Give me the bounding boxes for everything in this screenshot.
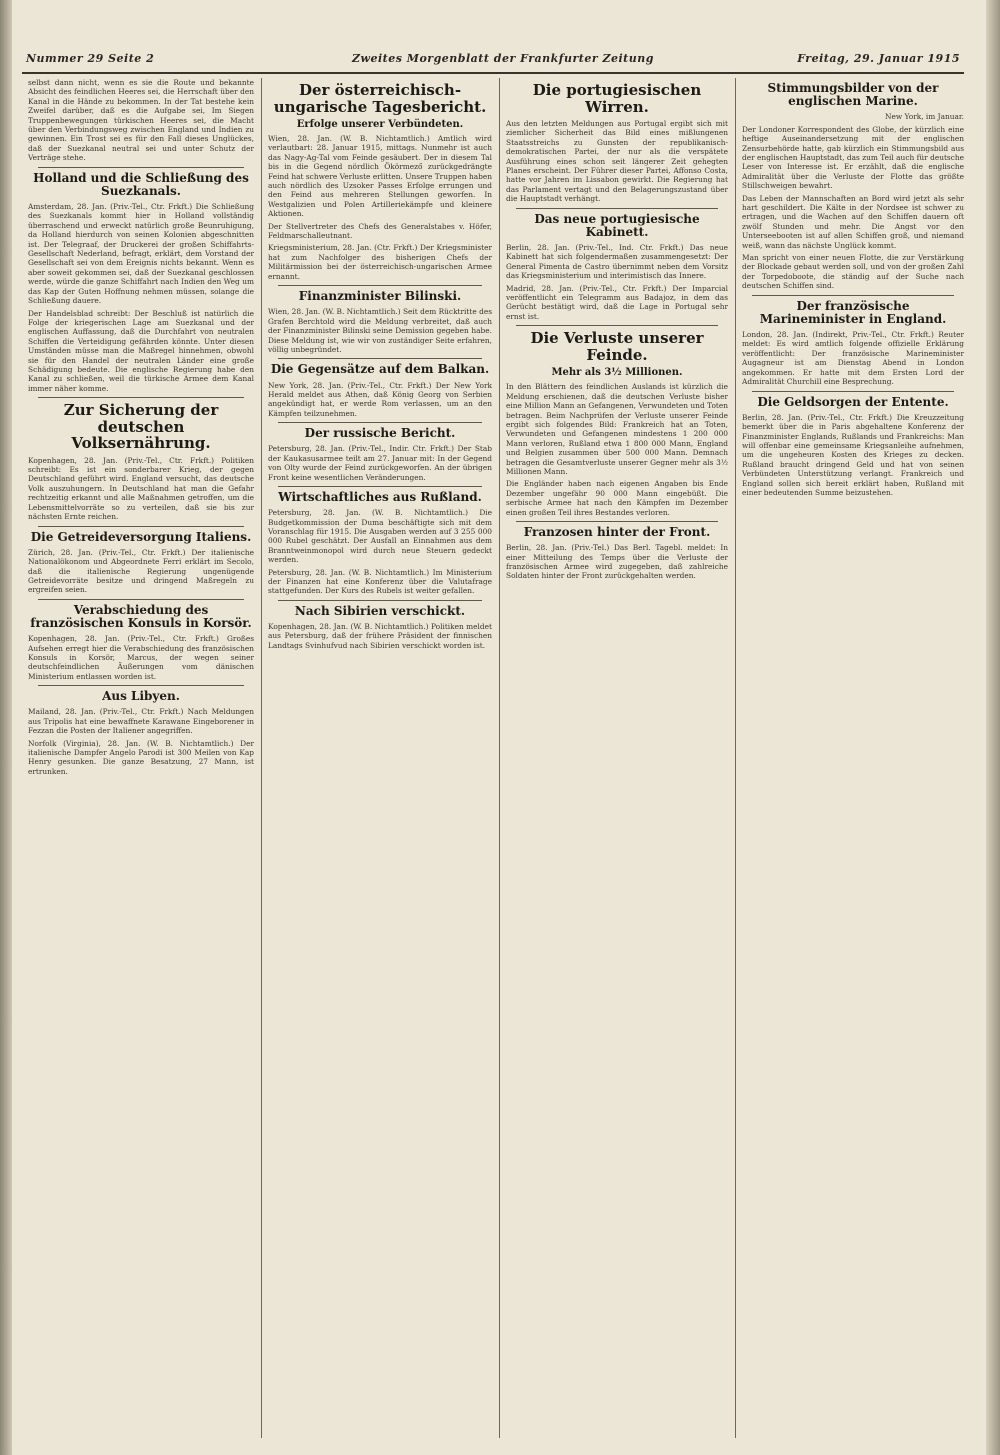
article-text: Kriegsministerium, 28. Jan. (Ctr. Frkft.) Der Kriegsminister hat zum Nachfolger des bisherigen Chefs der Militärmission bei der österreichisch-ungarischen Armee ernannt. [268, 243, 492, 281]
article-text: Petersburg, 28. Jan. (W. B. Nichtamtlich.) Im Ministerium der Finanzen hat eine Konferenz über die Valutafrage stattgefunden. Der Kurs des Rubels ist weiter gefallen. [268, 567, 492, 596]
divider [38, 397, 244, 398]
article-headline: Stimmungsbilder von der englischen Marine. [767, 81, 939, 109]
page-edge [986, 0, 1000, 1455]
article-text: Der Londoner Korrespondent des Globe, der kürzlich eine heftige Auseinandersetzung mit der englischen Zensurbehörde hatte, gab kürzlich ein Stimmungsbild aus der englischen Hauptstadt, das zum Teil auch für deutsche Leser von Interesse ist. Er erzählt, daß die englische Admiralität über die Verluste der Flotte das größte Stillschweigen bewahrt. [742, 124, 964, 191]
divider [752, 391, 954, 392]
issue-date: Freitag, 29. Januar 1915 [797, 52, 960, 65]
divider [752, 295, 954, 296]
article-text: Wien, 28. Jan. (W. B. Nichtamtlich.) Amtlich wird verlautbart: 28. Januar 1915, mittags. Nunmehr ist auch das Nagy-Ag-Tal vom Feinde gesäubert. Der in diesem Tal bis in die Gegend nördlich Ökörmező zurückgedrängte Feind hat schwere Verluste erlitten. Unsere Truppen haben auch nördlich des Uzsoker Passes Erfolge errungen und den Feind aus mehreren Stellungen geworfen. In Westgalizien und Polen Artilleriekämpfe und kleinere Aktionen. [268, 134, 492, 219]
article-signature: Der Stellvertreter des Chefs des Generalstabes v. Höfer, Feldmarschalleutnant. [268, 221, 492, 241]
column-3 [506, 78, 728, 1438]
article-text: Aus den letzten Meldungen aus Portugal ergibt sich mit ziemlicher Sicherheit das Bild eines mißlungenen Staatsstreichs zu Gunsten der republikanisch-demokratischen Partei, der nur als die verspätete Ausführung eines schon seit längerer Zeit gehegten Planes erscheint. Der Führer dieser Partei, Affonso Costa, hatte vor Jahren im Lissabon gewirkt. Die Regierung hat das Parlament vertagt und den Belagerungszustand über die Hauptstadt verhängt. [506, 119, 728, 204]
article-headline: Holland und die Schließung des Suezkanals. [33, 170, 249, 198]
column-rule [261, 78, 262, 1438]
article-text: Mailand, 28. Jan. (Priv.-Tel., Ctr. Frkft.) Nach Meldungen aus Tripolis hat eine bewaffnete Karawane Eingeborener in Fezzan die Posten der Italiener angegriffen. [28, 707, 254, 736]
article-text: Berlin, 28. Jan. (Priv.-Tel., Ind. Ctr. Frkft.) Das neue Kabinett hat sich folgendermaßen zusammengesetzt: Der General Pimenta de Castro übernimmt neben dem Vorsitz das Kriegsministerium und interimistisch das Innere. [506, 243, 728, 281]
divider [516, 208, 718, 209]
article-headline: Die Getreideversorgung Italiens. [30, 529, 252, 544]
article-headline: Die Geldsorgen der Entente. [757, 394, 949, 409]
article-text: Wien, 28. Jan. (W. B. Nichtamtlich.) Seit dem Rücktritte des Grafen Berchtold wird die Meldung verbreitet, daß auch der Finanzminister Bilinski seine Demission gegeben habe. Diese Meldung ist, wie wir von zuständiger Seite erfahren, völlig unbegründet. [268, 307, 492, 354]
article-text: Kopenhagen, 28. Jan. (W. B. Nichtamtlich.) Politiken meldet aus Petersburg, daß der frühere Präsident der finnischen Landtags Svinhufvud nach Sibirien verschickt worden ist. [268, 621, 492, 650]
divider [516, 521, 718, 522]
article-headline: Der französische Marineminister in England. [759, 298, 947, 326]
article-text: Petersburg, 28. Jan. (W. B. Nichtamtlich.) Die Budgetkommission der Duma beschäftigte sich mit dem Voranschlag für 1915. Die Ausgaben werden auf 3 255 000 000 Rubel geschätzt. Der Ausfall an Einnahmen aus dem Branntweinmonopol wird durch neue Steuern gedeckt werden. [268, 508, 492, 565]
article-headline: Franzosen hinter der Front. [523, 524, 711, 539]
article-headline: Aus Libyen. [102, 689, 180, 704]
article-text: selbst dann nicht, wenn es sie die Route und bekannte Absicht des feindlichen Heeres sei, die Herrschaft über den Kanal in die Hände zu bekommen. In der Tat bestehe kein Zweifel darüber, daß es die Aufgabe sei, Im Siegen Truppenbewegungen türkischen Heeres sei, die Macht über den Verbindungsweg zwischen England und Indien zu gewinnen. Ein Trost sei es für den Fall dieses Unglückes, daß der Suezkanal neutral sei und unter Schutz der Verträge stehe. [28, 78, 254, 163]
article-text: In den Blättern des feindlichen Auslands ist kürzlich die Meldung erschienen, daß die deutschen Verluste bisher eine Million Mann an Gefangenen, Verwundeten und Toten betragen. Beim Nachprüfen der Verluste unserer Feinde ergibt sich folgendes Bild: Frankreich hat an Toten, Verwundeten und Gefangenen mindestens 1 200 000 Mann verloren, Rußland etwa 1 800 000 Mann, England und Belgien zusammen über 500 000 Mann. Demnach betragen die Gesamtverluste unserer Gegner mehr als 3½ Millionen Mann. [506, 382, 728, 476]
divider [516, 325, 718, 326]
divider [278, 600, 482, 601]
article-text: Norfolk (Virginia), 28. Jan. (W. B. Nichtamtlich.) Der italienische Dampfer Angelo Parodi ist 300 Meilen von Kap Henry gesunken. Die ganze Besatzung, 27 Mann, ist ertrunken. [28, 738, 254, 776]
article-text: Kopenhagen, 28. Jan. (Priv.-Tel., Ctr. Frkft.) Großes Aufsehen erregt hier die Verabschiedung des französischen Konsuls in Korsör, Marcus, der wegen seiner deutschfeindlichen Äußerungen vom dänischen Ministerium entlassen worden ist. [28, 634, 254, 681]
issue-number: Nummer 29 Seite 2 [26, 52, 155, 65]
article-text: Man spricht von einer neuen Flotte, die zur Verstärkung der Blockade gebaut werden soll, und von der großen Zahl der Torpedoboote, die ständig auf der Suche nach deutschen Schiffen sind. [742, 253, 964, 291]
column-2 [268, 78, 492, 1438]
article-text: Berlin, 28. Jan. (Priv.-Tel.) Das Berl. Tagebl. meldet: In einer Mitteilung des Temps über die Verluste der französischen Armee wird zugegeben, daß zahlreiche Soldaten hinter der Front zurückgehalten werden. [506, 543, 728, 581]
article-text: London, 28. Jan. (Indirekt, Priv.-Tel., Ctr. Frkft.) Reuter meldet: Es wird amtlich folgende offizielle Erklärung veröffentlicht: Der französische Marineminister Augagneur ist am Dienstag Abend in London angekommen. Er hatte mit dem Ersten Lord der Admiralität Churchill eine Besprechung. [742, 330, 964, 387]
divider [278, 422, 482, 423]
masthead [22, 52, 964, 74]
divider [38, 685, 244, 686]
divider [278, 358, 482, 359]
column-rule [735, 78, 736, 1438]
divider [38, 526, 244, 527]
article-text: Die Engländer haben nach eigenen Angaben bis Ende Dezember ungefähr 90 000 Mann eingebüßt. Die serbische Armee hat nach den Kämpfen im Dezember einen großen Teil ihres Bestandes verloren. [506, 479, 728, 517]
column-rule [499, 78, 500, 1438]
article-headline: Nach Sibirien verschickt. [294, 603, 466, 618]
article-headline: Die portugiesischen Wirren. [532, 81, 702, 116]
article-subheadline: Erfolge unserer Verbündeten. [296, 119, 464, 130]
article-headline: Verabschiedung des französischen Konsuls in Korsör. [30, 602, 252, 630]
column-4 [742, 78, 964, 1438]
divider [278, 285, 482, 286]
article-text: New York, 28. Jan. (Priv.-Tel., Ctr. Frkft.) Der New York Herald meldet aus Athen, daß König Georg von Serbien angekündigt hat, er werde Rom verlassen, um an den Kämpfen teilzunehmen. [268, 380, 492, 418]
article-text: Madrid, 28. Jan. (Priv.-Tel., Ctr. Frkft.) Der Imparcial veröffentlicht ein Telegramm aus Badajoz, in dem das Gerücht bestätigt wird, daß die Lage in Portugal sehr ernst ist. [506, 283, 728, 321]
divider [38, 167, 244, 168]
article-headline: Das neue portugiesische Kabinett. [534, 211, 700, 239]
page-spine [0, 0, 12, 1455]
article-text: Zürich, 28. Jan. (Priv.-Tel., Ctr. Frkft.) Der italienische Nationalökonom und Abgeordnete Ferri erklärt im Secolo, daß die italienische Regierung ungenügende Getreidevorräte besitze und dringend Maßregeln zu ergreifen seien. [28, 547, 254, 595]
newspaper-title: Zweites Morgenblatt der Frankfurter Zeitung [352, 52, 654, 65]
article-headline: Die Verluste unserer Feinde. [530, 329, 704, 364]
article-text: Das Leben der Mannschaften an Bord wird jetzt als sehr hart geschildert. Die Kälte in der Nordsee ist schwer zu ertragen, und die Wachen auf den Schiffen dauern oft zwölf Stunden und mehr. Die Angst vor den Unterseebooten ist auf allen Schiffen groß, und niemand weiß, wann das nächste Unglück kommt. [742, 193, 964, 250]
article-text: Der Handelsblad schreibt: Der Beschluß ist natürlich die Folge der kriegerischen Lage am Suezkanal und der englischen Auffassung, daß die Durchfahrt von neutralen Schiffen die Verteidigung gefährden könnte. Unter diesen Umständen müsse man die Maßregel hinnehmen, obwohl sie für den Handel der neutralen Länder eine große Schädigung bedeute. Die englische Regierung habe den Kanal zu schließen, weil die türkische Armee dem Kanal immer näher komme. [28, 308, 254, 393]
article-headline: Finanzminister Bilinski. [298, 289, 462, 304]
article-text: Kopenhagen, 28. Jan. (Priv.-Tel., Ctr. Frkft.) Politiken schreibt: Es ist ein sonderbarer Krieg, der gegen Deutschland geführt wird. England versucht, das deutsche Volk auszuhungern. In Deutschland hat man die Gefahr rechtzeitig erkannt und alle Maßnahmen getroffen, um die Lebensmittelvorräte so zu verteilen, daß sie bis zur nächsten Ernte reichen. [28, 455, 254, 522]
divider [38, 599, 244, 600]
article-subheadline: Mehr als 3½ Millionen. [551, 367, 683, 379]
article-text: Berlin, 28. Jan. (Priv.-Tel., Ctr. Frkft.) Die Kreuzzeitung bemerkt über die in Paris abgehaltene Konferenz der Finanzminister Englands, Rußlands und Frankreichs: Man will offenbar eine gemeinsame Kriegsanleihe aufnehmen, um die ungeheuren Kosten des Krieges zu decken. Rußland braucht dringend Geld und hat von seinen Verbündeten Unterstützung verlangt. Frankreich und England sollen sich bereit erklärt haben, Rußland mit einer bedeutenden Summe beizustehen. [742, 412, 964, 497]
article-headline: Der österreichisch-ungarische Tagesbericht. [273, 81, 487, 116]
column-1 [28, 78, 254, 1438]
article-headline: Die Gegensätze auf dem Balkan. [270, 362, 490, 377]
article-dateline: New York, im Januar. [885, 112, 964, 122]
article-text: Amsterdam, 28. Jan. (Priv.-Tel., Ctr. Frkft.) Die Schließung des Suezkanals kommt hier in Holland vollständig überraschend und erweckt natürlich große Beunruhigung, da Holland hierdurch von seinen Kolonien abgeschnitten ist. Der Telegraaf, der Druckerei der großen Schiffahrts-Gesellschaft Nederland, befragt, erklärt, dem Vorstand der Gesellschaft sei von dem Ereignis nichts bekannt. Wenn es aber soweit gekommen sei, daß der Suezkanal geschlossen werde, würde die ganze Schiffahrt nach Indien den Weg um das Kap der Guten Hoffnung nehmen müssen, solange die Schließung dauere. [28, 202, 254, 306]
article-headline: Zur Sicherung der deutschen Volksernährung. [63, 401, 219, 453]
divider [278, 486, 482, 487]
article-headline: Wirtschaftliches aus Rußland. [278, 489, 482, 504]
article-headline: Der russische Bericht. [304, 426, 456, 441]
article-text: Petersburg, 28. Jan. (Priv.-Tel., Indir. Ctr. Frkft.) Der Stab der Kaukasusarmee teilt am 27. Januar mit: In der Gegend von Olty wurde der Feind zurückgeworfen. An der übrigen Front keine wesentlichen Veränderungen. [268, 444, 492, 482]
